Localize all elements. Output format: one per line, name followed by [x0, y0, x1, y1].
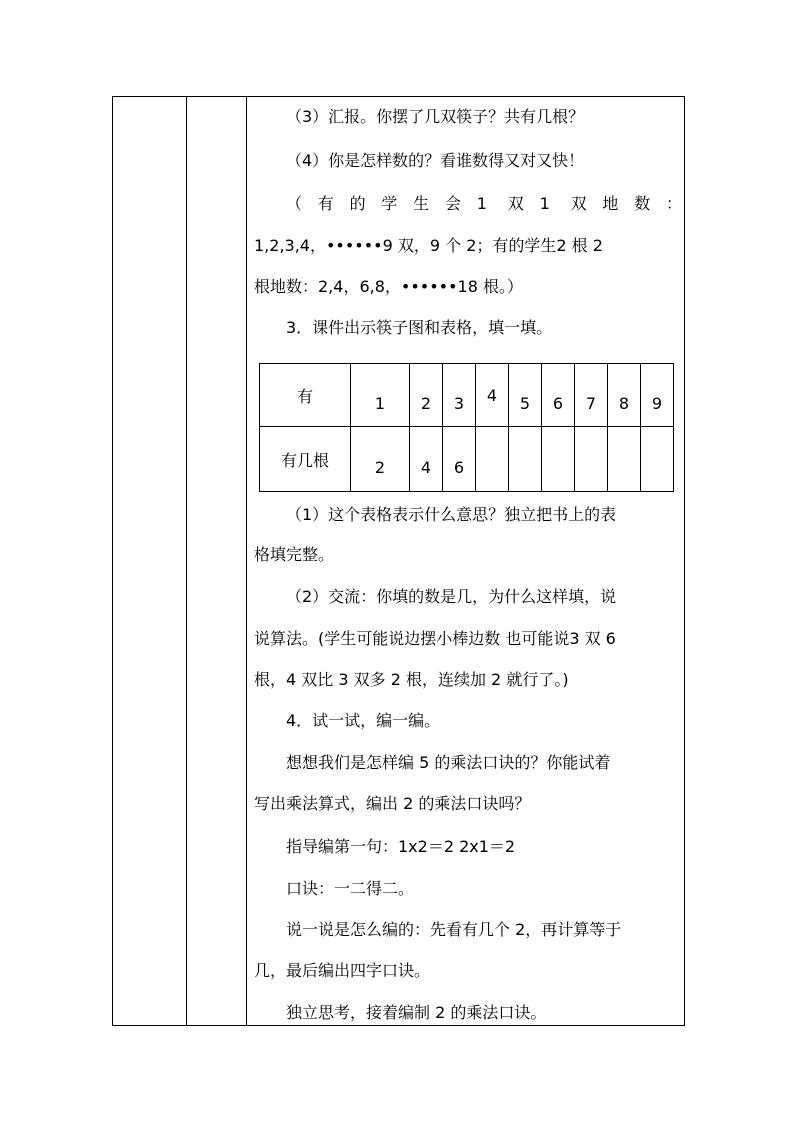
- row-label-count: 有几根: [260, 427, 351, 492]
- paragraph-count-method: （4）你是怎样数的？看谁数得又对又快！: [286, 151, 585, 170]
- table-cell: 2: [410, 364, 443, 427]
- table-row: [260, 364, 674, 427]
- paragraph-think-line1: 想想我们是怎样编 5 的乘法口诀的？你能试着: [286, 753, 611, 772]
- paragraph-step-3: 3．课件出示筷子图和表格，填一填。: [286, 318, 553, 337]
- table-cell: 6: [443, 427, 476, 492]
- paragraph-explain-line1: 说一说是怎么编的：先看有几个 2，再计算等于: [286, 920, 622, 939]
- paragraph-rhyme: 口诀：一二得二。: [286, 879, 415, 898]
- paragraph-note-line2: 1,2,3,4，••••••9 双，9 个 2；有的学生2 根 2: [254, 236, 603, 255]
- table-cell: [575, 427, 608, 492]
- table-cell: [509, 427, 542, 492]
- paragraph-table-meaning-line2: 格填完整。: [254, 545, 335, 564]
- lesson-table-frame: [112, 96, 685, 1026]
- table-cell: 4: [410, 427, 443, 492]
- column-divider-1: [186, 97, 187, 1025]
- paragraph-note-line1: （有的学生会1 双1 双地数：: [286, 194, 682, 213]
- paragraph-guide-first: 指导编第一句：1x2＝2 2x1＝2: [286, 837, 516, 856]
- table-cell: 1: [351, 364, 410, 427]
- table-cell: 3: [443, 364, 476, 427]
- table-cell: [476, 427, 509, 492]
- paragraph-think-line2: 写出乘法算式，编出 2 的乘法口诀吗？: [254, 794, 531, 813]
- column-divider-2: [246, 97, 247, 1025]
- paragraph-explain-line2: 几，最后编出四字口诀。: [254, 961, 431, 980]
- paragraph-note-line3: 根地数：2,4，6,8，••••••18 根。）: [254, 277, 523, 296]
- table-cell: [542, 427, 575, 492]
- table-cell: 9: [641, 364, 674, 427]
- chopsticks-fill-table: [259, 363, 674, 492]
- paragraph-exchange-line2: 说算法。(学生可能说边摆小棒边数 也可能说3 双 6: [254, 629, 616, 648]
- table-cell: 7: [575, 364, 608, 427]
- row-label-pairs: 有: [260, 364, 351, 427]
- table-cell: 6: [542, 364, 575, 427]
- table-row: [260, 427, 674, 492]
- table-cell: [608, 427, 641, 492]
- paragraph-report: （3）汇报。你摆了几双筷子？共有几根？: [286, 107, 585, 126]
- paragraph-independent: 独立思考，接着编制 2 的乘法口诀。: [286, 1003, 547, 1022]
- paragraph-exchange-line3: 根，4 双比 3 双多 2 根，连续加 2 就行了。): [254, 670, 569, 689]
- table-cell: 2: [351, 427, 410, 492]
- paragraph-step-4: 4．试一试，编一编。: [286, 711, 441, 730]
- table-cell: 8: [608, 364, 641, 427]
- table-cell: 4: [476, 364, 509, 427]
- paragraph-table-meaning-line1: （1）这个表格表示什么意思？独立把书上的表: [286, 505, 617, 524]
- table-cell: 5: [509, 364, 542, 427]
- table-cell: [641, 427, 674, 492]
- paragraph-exchange-line1: （2）交流：你填的数是几，为什么这样填，说: [286, 587, 617, 606]
